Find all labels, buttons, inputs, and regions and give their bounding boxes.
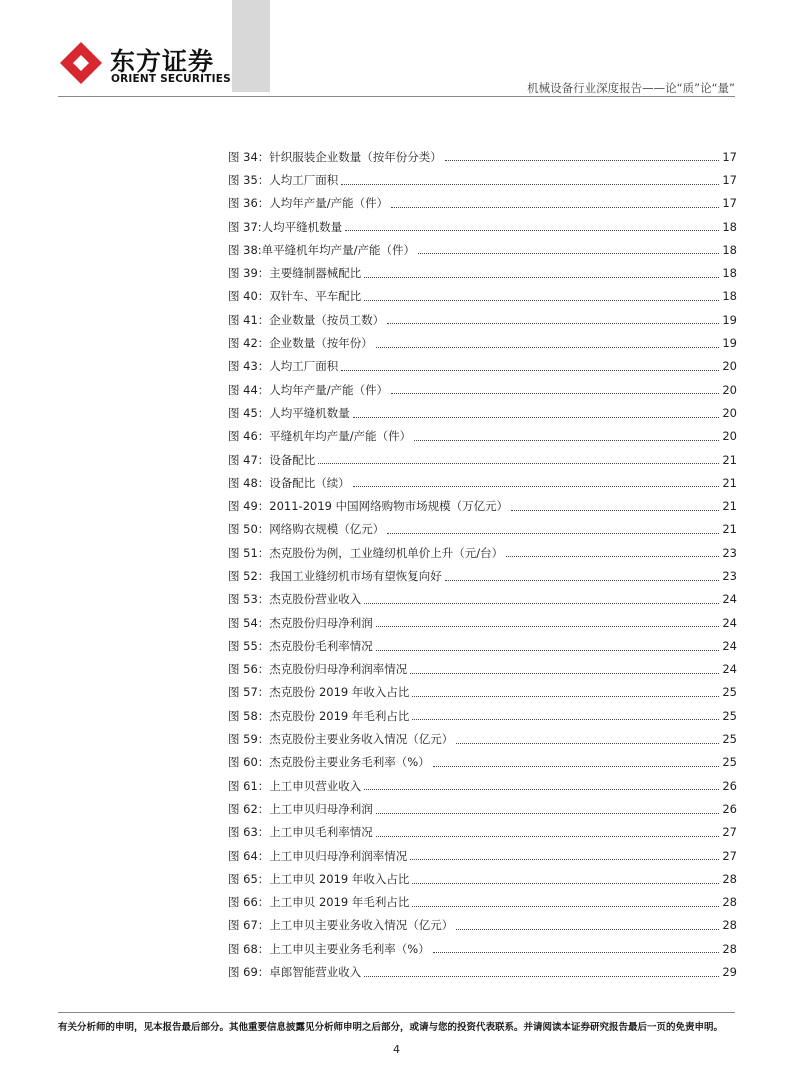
toc-entry-page: 25	[722, 732, 737, 747]
toc-entry[interactable]	[228, 891, 737, 914]
toc-entry-label: 图 68：上工申贝主要业务毛利率（%）	[228, 941, 430, 956]
toc-entry[interactable]	[228, 238, 737, 261]
toc-entry-label: 图 64：上工申贝归母净利润率情况	[228, 848, 408, 863]
toc-entry-page: 21	[722, 475, 737, 490]
toc-entry[interactable]	[228, 821, 737, 844]
header-divider	[58, 96, 735, 97]
toc-entry-page: 24	[722, 592, 737, 607]
toc-entry[interactable]	[228, 634, 737, 657]
toc-entry[interactable]	[228, 215, 737, 238]
toc-dot-leader	[412, 882, 719, 884]
toc-entry-label: 图 39：主要缝制器械配比	[228, 266, 362, 281]
toc-dot-leader	[456, 928, 719, 930]
toc-entry[interactable]	[228, 448, 737, 471]
toc-entry-page: 21	[722, 499, 737, 514]
toc-entry-label: 图 51：杰克股份为例，工业缝纫机单价上升（元/台）	[228, 545, 504, 560]
toc-entry-label: 图 47：设备配比	[228, 452, 316, 467]
toc-entry-page: 28	[722, 895, 737, 910]
toc-dot-leader	[364, 299, 719, 301]
toc-dot-leader	[387, 322, 719, 324]
toc-entry[interactable]	[228, 681, 737, 704]
toc-entry-page: 24	[722, 615, 737, 630]
toc-entry-label: 图 43：人均工厂面积	[228, 359, 339, 374]
toc-dot-leader	[433, 951, 720, 953]
toc-entry[interactable]	[228, 727, 737, 750]
toc-entry-label: 图 66：上工申贝 2019 年毛利占比	[228, 895, 410, 910]
toc-entry-label: 图 40：双针车、平车配比	[228, 289, 362, 304]
toc-dot-leader	[345, 229, 719, 231]
toc-entry-page: 18	[722, 266, 737, 281]
toc-entry-page: 28	[722, 871, 737, 886]
toc-dot-leader	[445, 579, 720, 581]
toc-entry-page: 24	[722, 662, 737, 677]
toc-entry-label: 图 48：设备配比（续）	[228, 475, 350, 490]
toc-entry-page: 24	[722, 638, 737, 653]
toc-entry-label: 图 58：杰克股份 2019 年毛利占比	[228, 708, 410, 723]
toc-entry[interactable]	[228, 867, 737, 890]
toc-entry-label: 图 49：2011-2019 中国网络购物市场规模（万亿元）	[228, 499, 509, 514]
toc-dot-leader	[353, 485, 720, 487]
toc-dot-leader	[391, 206, 719, 208]
toc-entry-page: 29	[722, 965, 737, 980]
toc-dot-leader	[364, 602, 719, 604]
toc-entry[interactable]	[228, 751, 737, 774]
orient-logo-icon	[58, 40, 104, 86]
toc-entry-page: 25	[722, 685, 737, 700]
toc-entry-page: 28	[722, 918, 737, 933]
toc-entry[interactable]	[228, 401, 737, 424]
toc-entry-label: 图 50：网络购衣规模（亿元）	[228, 522, 385, 537]
toc-entry-label: 图 55：杰克股份毛利率情况	[228, 638, 373, 653]
logo-english-name: ORIENT SECURITIES	[111, 73, 231, 85]
toc-entry-label: 图 63：上工申贝毛利率情况	[228, 825, 373, 840]
toc-entry-label: 图 53：杰克股份营业收入	[228, 592, 362, 607]
toc-entry[interactable]	[228, 704, 737, 727]
toc-entry-page: 20	[722, 359, 737, 374]
toc-dot-leader	[341, 183, 719, 185]
toc-entry[interactable]	[228, 541, 737, 564]
logo-chinese-name: 东方证券	[110, 47, 215, 76]
toc-entry-page: 21	[722, 452, 737, 467]
toc-entry-page: 20	[722, 382, 737, 397]
toc-entry-label: 图 61：上工申贝营业收入	[228, 778, 362, 793]
table-of-figures	[228, 145, 737, 984]
toc-entry-page: 18	[722, 242, 737, 257]
toc-entry-page: 19	[722, 336, 737, 351]
toc-dot-leader	[410, 672, 719, 674]
toc-entry-page: 27	[722, 848, 737, 863]
footer-divider	[58, 1012, 735, 1013]
toc-entry-page: 17	[722, 196, 737, 211]
toc-entry-label: 图 54：杰克股份归母净利润	[228, 615, 373, 630]
toc-entry-page: 27	[722, 825, 737, 840]
toc-entry[interactable]	[228, 145, 737, 168]
toc-dot-leader	[412, 905, 719, 907]
toc-entry-label: 图 57：杰克股份 2019 年收入占比	[228, 685, 410, 700]
toc-entry-page: 18	[722, 219, 737, 234]
toc-entry-page: 18	[722, 289, 737, 304]
toc-dot-leader	[412, 718, 719, 720]
disclaimer-text: 有关分析师的申明，见本报告最后部分。其他重要信息披露见分析师申明之后部分，或请与您的投资代表联系。并请阅读本证券研究报告最后一页的免责申明。	[58, 1022, 724, 1033]
toc-entry-page: 20	[722, 405, 737, 420]
toc-entry[interactable]	[228, 285, 737, 308]
toc-entry[interactable]	[228, 564, 737, 587]
toc-entry-label: 图 35：人均工厂面积	[228, 172, 339, 187]
toc-entry[interactable]	[228, 168, 737, 191]
toc-dot-leader	[376, 835, 720, 837]
toc-dot-leader	[412, 695, 719, 697]
toc-entry-label: 图 65：上工申贝 2019 年收入占比	[228, 871, 410, 886]
toc-entry[interactable]	[228, 308, 737, 331]
toc-dot-leader	[414, 439, 719, 441]
header-gray-tab	[232, 0, 270, 92]
toc-dot-leader	[318, 462, 719, 464]
toc-dot-leader	[364, 788, 719, 790]
toc-entry-label: 图 62：上工申贝归母净利润	[228, 801, 373, 816]
toc-entry[interactable]	[228, 588, 737, 611]
toc-entry[interactable]	[228, 261, 737, 284]
toc-entry-page: 25	[722, 708, 737, 723]
toc-entry-label: 图 37:人均平缝机数量	[228, 219, 343, 234]
toc-entry[interactable]	[228, 518, 737, 541]
toc-dot-leader	[353, 416, 720, 418]
toc-entry-label: 图 60：杰克股份主要业务毛利率（%）	[228, 755, 430, 770]
toc-entry[interactable]	[228, 611, 737, 634]
toc-entry-label: 图 59：杰克股份主要业务收入情况（亿元）	[228, 732, 454, 747]
toc-entry-label: 图 38:单平缝机年均产量/产能（件）	[228, 242, 416, 257]
toc-dot-leader	[506, 555, 719, 557]
toc-dot-leader	[376, 812, 720, 814]
toc-entry-label: 图 44：人均年产量/产能（件）	[228, 382, 389, 397]
toc-dot-leader	[418, 252, 719, 254]
toc-entry[interactable]	[228, 914, 737, 937]
toc-entry-page: 20	[722, 429, 737, 444]
toc-dot-leader	[387, 532, 719, 534]
toc-entry-page: 23	[722, 568, 737, 583]
toc-entry-page: 25	[722, 755, 737, 770]
toc-entry[interactable]	[228, 960, 737, 983]
toc-entry[interactable]	[228, 331, 737, 354]
toc-dot-leader	[456, 742, 719, 744]
toc-dot-leader	[364, 276, 719, 278]
toc-dot-leader	[376, 625, 720, 627]
toc-entry-label: 图 41：企业数量（按员工数）	[228, 312, 385, 327]
toc-entry-label: 图 46：平缝机年均产量/产能（件）	[228, 429, 412, 444]
toc-dot-leader	[410, 858, 719, 860]
toc-entry-label: 图 34：针织服装企业数量（按年份分类）	[228, 149, 442, 164]
toc-entry[interactable]	[228, 797, 737, 820]
toc-entry-page: 17	[722, 149, 737, 164]
toc-entry-page: 17	[722, 172, 737, 187]
toc-entry[interactable]	[228, 774, 737, 797]
toc-entry-page: 19	[722, 312, 737, 327]
toc-dot-leader	[445, 159, 720, 161]
toc-entry-label: 图 42：企业数量（按年份）	[228, 336, 373, 351]
toc-entry-label: 图 36：人均年产量/产能（件）	[228, 196, 389, 211]
toc-dot-leader	[364, 975, 719, 977]
toc-entry-page: 26	[722, 801, 737, 816]
toc-entry[interactable]	[228, 471, 737, 494]
toc-entry[interactable]	[228, 658, 737, 681]
toc-dot-leader	[511, 509, 719, 511]
toc-entry[interactable]	[228, 378, 737, 401]
toc-dot-leader	[376, 346, 720, 348]
page-number: 4	[393, 1043, 400, 1056]
toc-entry-page: 21	[722, 522, 737, 537]
toc-entry-label: 图 69：卓郎智能营业收入	[228, 965, 362, 980]
toc-entry-label: 图 52：我国工业缝纫机市场有望恢复向好	[228, 568, 442, 583]
toc-entry-label: 图 45：人均平缝机数量	[228, 405, 350, 420]
toc-entry-page: 23	[722, 545, 737, 560]
toc-entry[interactable]	[228, 494, 737, 517]
toc-entry[interactable]	[228, 425, 737, 448]
toc-entry[interactable]	[228, 192, 737, 215]
toc-entry[interactable]	[228, 844, 737, 867]
toc-dot-leader	[376, 649, 720, 651]
toc-dot-leader	[391, 392, 719, 394]
toc-entry[interactable]	[228, 355, 737, 378]
report-title: 机械设备行业深度报告——论“质”论“量”	[527, 81, 735, 95]
toc-entry-label: 图 67：上工申贝主要业务收入情况（亿元）	[228, 918, 454, 933]
toc-dot-leader	[433, 765, 720, 767]
toc-entry[interactable]	[228, 937, 737, 960]
toc-entry-label: 图 56：杰克股份归母净利润率情况	[228, 662, 408, 677]
toc-dot-leader	[341, 369, 719, 371]
toc-entry-page: 28	[722, 941, 737, 956]
toc-entry-page: 26	[722, 778, 737, 793]
